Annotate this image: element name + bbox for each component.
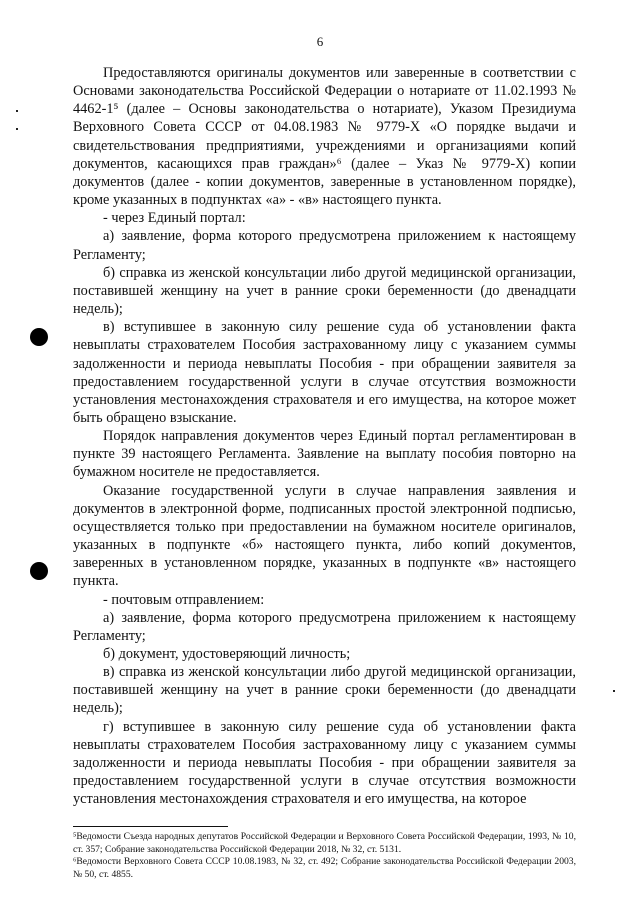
paragraph: г) вступившее в законную силу решение суда об установлении факта невыплаты страхователем Пособия застрахованному лицу с указанием суммы задолженности и периода невыплаты Пособия - при обращении заявителя за предоставлением государственной услуги в случае отсутствия возможности установления местонахождения страхователя и его имущества, на которое: [73, 718, 576, 808]
scan-speck: [613, 690, 615, 692]
paragraph: Предоставляются оригиналы документов или заверенные в соответствии с Основами законодательства Российской Федерации о нотариате от 11.02.1993 № 4462-1⁵ (далее – Основы законодательства о нотариате), Указом Президиума Верховного Совета СССР от 04.08.1983 № 9779-Х «О порядке выдачи и свидетельствования предприятиями, учреждениями и организациями копий документов, касающихся прав граждан»⁶ (далее – Указ № 9779-Х) копии документов (далее - копии документов, заверенные в установленном порядке), кроме указанных в подпунктах «а» - «в» настоящего пункта.: [73, 65, 576, 209]
paragraph: в) справка из женской консультации либо другой медицинской организации, поставившей женщину на учет в ранние сроки беременности (до двенадцати недель);: [73, 664, 576, 717]
footnotes: [73, 831, 576, 881]
paragraph: - через Единый портал:: [103, 210, 246, 227]
page-number: 6: [316, 34, 324, 49]
scan-speck: [16, 128, 18, 130]
footnote-divider: [73, 826, 228, 827]
scan-speck: [16, 110, 18, 112]
paragraph: в) вступившее в законную силу решение суда об установлении факта невыплаты страхователем Пособия застрахованному лицу с указанием суммы задолженности и периода невыплаты Пособия - при обращении заявителя за предоставлением государственной услуги в случае отсутствия возможности установления местонахождения страхователя и его имущества, на которое может быть обращено взыскание.: [73, 319, 576, 426]
paragraph: Порядок направления документов через Единый портал регламентирован в пункте 39 настоящего Регламента. Заявление на выплату пособия повторно на бумажном носителе не предоставляется.: [73, 428, 576, 481]
punch-hole: [30, 328, 48, 346]
paragraph: а) заявление, форма которого предусмотрена приложением к настоящему Регламенту;: [73, 228, 576, 263]
paragraph: а) заявление, форма которого предусмотрена приложением к настоящему Регламенту;: [73, 609, 576, 644]
document-body: [73, 64, 576, 808]
footnote: ⁶Ведомости Верховного Совета СССР 10.08.1983, № 32, ст. 492; Собрание законодательства Российской Федерации 2003, № 50, ст. 4855.: [73, 856, 576, 880]
punch-hole: [30, 562, 48, 580]
paragraph: - почтовым отправлением:: [103, 591, 265, 608]
paragraph: Оказание государственной услуги в случае направления заявления и документов в электронной форме, подписанных простой электронной подписью, осуществляется только при предоставлении на бумажном носителе оригиналов, указанных в подпункте «б» настоящего пункта, либо копий документов, заверенных в установленном порядке, указанных в подпункте «в» настоящего пункта.: [73, 482, 576, 590]
paragraph: б) документ, удостоверяющий личность;: [103, 646, 351, 662]
footnote: ⁵Ведомости Съезда народных депутатов Российской Федерации и Верховного Совета Российской Федерации, 1993, № 10, ст. 357; Собрание законодательства Российской Федерации 2018, № 32, ст. 5131.: [73, 831, 576, 855]
paragraph: б) справка из женской консультации либо другой медицинской организации, поставившей женщину на учет в ранние сроки беременности (до двенадцати недель);: [73, 264, 576, 318]
